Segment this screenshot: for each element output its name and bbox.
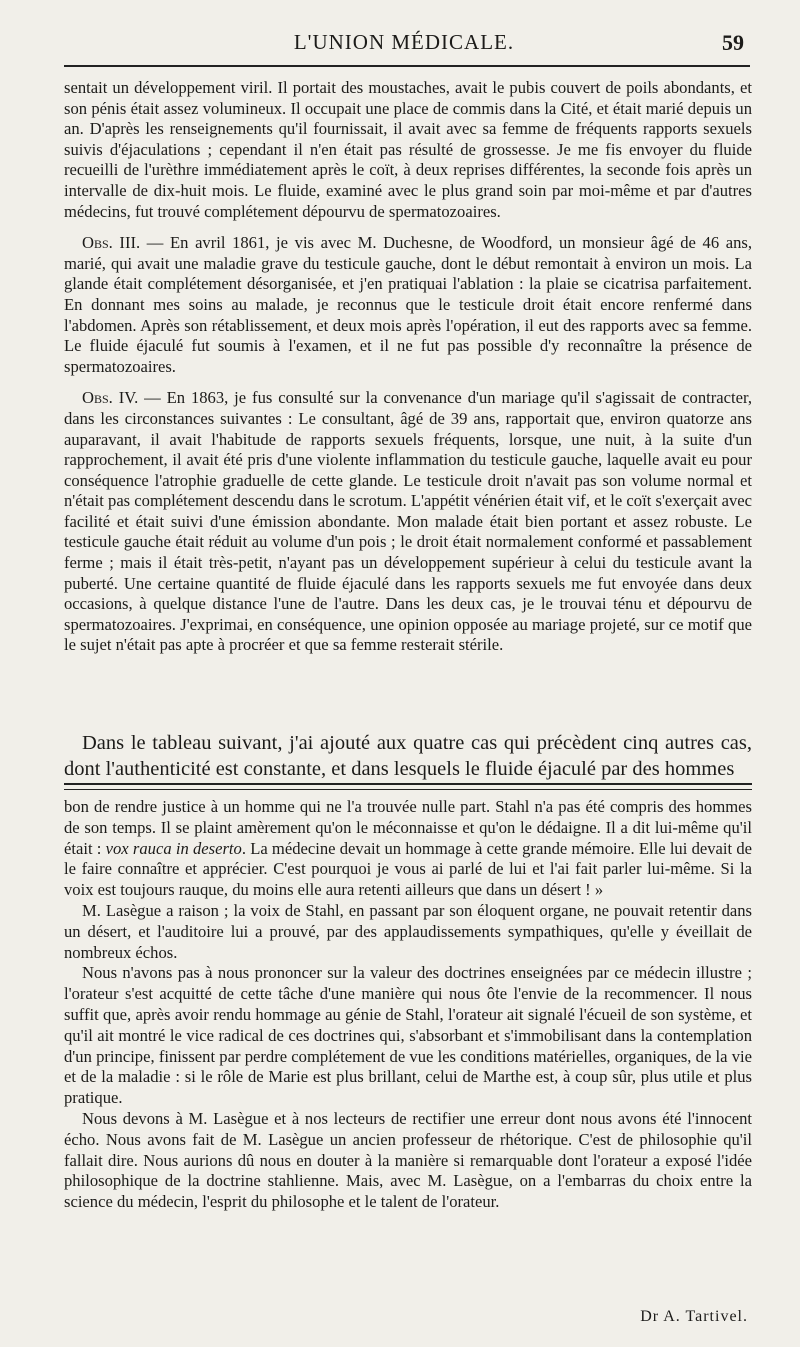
observation-3: [64, 233, 752, 377]
feuilleton-paragraph-4: Nous devons à M. Lasègue et à nos lecteurs de rectifier une erreur dont nous avons été l'innocent écho. Nous avons fait de M. Lasègue un ancien professeur de rhétorique. C'est de philosophie qu'il fallait dire. Nous aurions dû nous en douter à la manière si remarquable dont l'orateur a exposé l'idée philosophique de la doctrine stahlienne. Mais, avec M. Lasègue, on a l'embarras du choix entre la science du médecin, l'esprit du philosophe et le talent de l'orateur.: [64, 1108, 752, 1212]
observation-4-text: — En 1863, je fus consulté sur la convenance d'un mariage qu'il s'agissait de contracter, dans les circonstances suivantes : Le consultant, âgé de 39 ans, rapportait que, environ quatorze ans auparavant, il avait l'habitude de rapports sexuels fréquents, lorsque, une nuit, à la suite d'un rapprochement, il avait été pris d'une violente inflammation du testicule gauche, laquelle avait eu pour conséquence l'atrophie graduelle de cette glande. Le testicule droit n'avait pas son volume normal et n'était pas complétement descendu dans le scrotum. L'appétit vénérien était vif, et le coït s'exerçait avec facilité et était suivi d'une émission abondante. Mon malade était bien portant et assez robuste. Le testicule gauche était réduit au volume d'un pois ; le droit était normalement conformé et passablement ferme ; mais il était très-petit, n'ayant pas un développement supérieur à celui du testicule avant la puberté. Une certaine quantité de fluide éjaculé dans les rapports sexuels me fut envoyée dans deux occasions, à quelque distance l'une de l'autre. Dans les deux cas, je le trouvai ténu et dépourvu de spermatozoaires. J'exprimai, en conséquence, une opinion opposée au mariage projeté, sur ce motif que le sujet n'était pas apte à procréer et que sa femme resterait stérile.: [64, 388, 752, 655]
feuilleton-paragraph-2: M. Lasègue a raison ; la voix de Stahl, en passant par son éloquent organe, ne pouvait retentir dans un désert, et l'auditoire lui a prouvé, par des applaudissements sympathiques, qu'elle y éveillait de nombreux échos.: [64, 900, 752, 962]
feuilleton-section: [64, 797, 752, 1213]
header-rule: [64, 65, 750, 67]
feuilleton-paragraph-3: Nous n'avons pas à nous prononcer sur la valeur des doctrines enseignées par ce médecin illustre ; l'orateur s'est acquitté de cette tâche d'une manière qui nous ôte l'envie de la recommencer. Il nous suffit que, après avoir rendu hommage au génie de Stahl, l'orateur ait signalé l'écueil de son système, et qu'il ait montré le vice radical de ces doctrines qui, s'absorbant et s'immobilisant dans la contemplation d'un principe, finissent par perdre complétement de vue les conditions matérielles, organiques, de la vie et de la maladie : si le rôle de Marie est plus brillant, celui de Marthe est, à coup sûr, plus utile et plus pratique.: [64, 963, 752, 1108]
feuilleton-paragraph-1: [64, 797, 752, 901]
feuilleton-p1-end: . La médecine devait un hommage à cette grande mémoire. Elle lui devait de le faire connaître et apprécier. C'est pourquoi je vous ai parlé de lui et l'ai fait parler lui-même. Si la voix est toujours rauque, du moins elle aura retenti ailleurs que dans un désert ! »: [64, 838, 753, 900]
author-signature: Dr A. Tartivel.: [640, 1308, 748, 1325]
feuilleton-p1-text: bon de rendre justice à un homme qui ne l'a trouvée nulle part. Stahl n'a pas été compris des hommes de son temps. Il se plaint amèrement qu'on le méconnaisse et qu'on le dédaigne. Il a dit lui-même qu'il était :: [64, 797, 752, 858]
observation-3-label: Obs. III.: [82, 233, 141, 253]
running-title: L'UNION MÉDICALE.: [293, 30, 515, 54]
observation-3-text: — En avril 1861, je vis avec M. Duchesne, de Woodford, un monsieur âgé de 46 ans, marié, qui avait une maladie grave du testicule gauche, dont le début remontait à environ un mois. La glande était complétement désorganisée, et j'en pratiquai l'ablation : la plaie se cicatrisa parfaitement. En donnant mes soins au malade, je reconnus que le testicule droit était encore renfermé dans l'abdomen. Après son rétablissement, et deux mois après l'opération, il eut des rapports avec sa femme. Le fluide éjaculé fut soumis à l'examen, et il ne fut pas possible d'y reconnaître la présence de spermatozoaires.: [64, 233, 753, 376]
section-divider-thin: [64, 789, 752, 790]
observation-4: [64, 388, 752, 656]
latin-quote: vox rauca in deserto: [105, 838, 242, 858]
running-head: [64, 30, 744, 60]
observation-2-continuation: sentait un développement viril. Il portait des moustaches, avait le pubis couvert de poils abondants, et son pénis était assez volumineux. Il occupait une place de commis dans la Cité, et était marié depuis un an. D'après les renseignements qu'il fournissait, il avait avec sa femme de fréquents rapports sexuels suivis d'éjaculations ; cependant il n'en était pas résulté de grossesse. Je me fis envoyer du fluide recueilli de l'urèthre immédiatement après le coït, à deux reprises différentes, la seconde fois après un intervalle de dix-huit mois. Le fluide, examiné avec le plus grand soin par moi-même et par d'autres médecins, fut trouvé complétement dépourvu de spermatozoaires.: [64, 78, 752, 221]
observation-4-label: Obs. IV.: [82, 388, 139, 408]
section-divider-thick: [64, 783, 752, 785]
observations-section: [64, 78, 752, 667]
page-number: 59: [722, 30, 744, 55]
table-intro-paragraph: Dans le tableau suivant, j'ai ajouté aux quatre cas qui précèdent cinq autres cas, dont l'authenticité est constante, et dans lesquels le fluide éjaculé par des hommes: [64, 732, 752, 780]
